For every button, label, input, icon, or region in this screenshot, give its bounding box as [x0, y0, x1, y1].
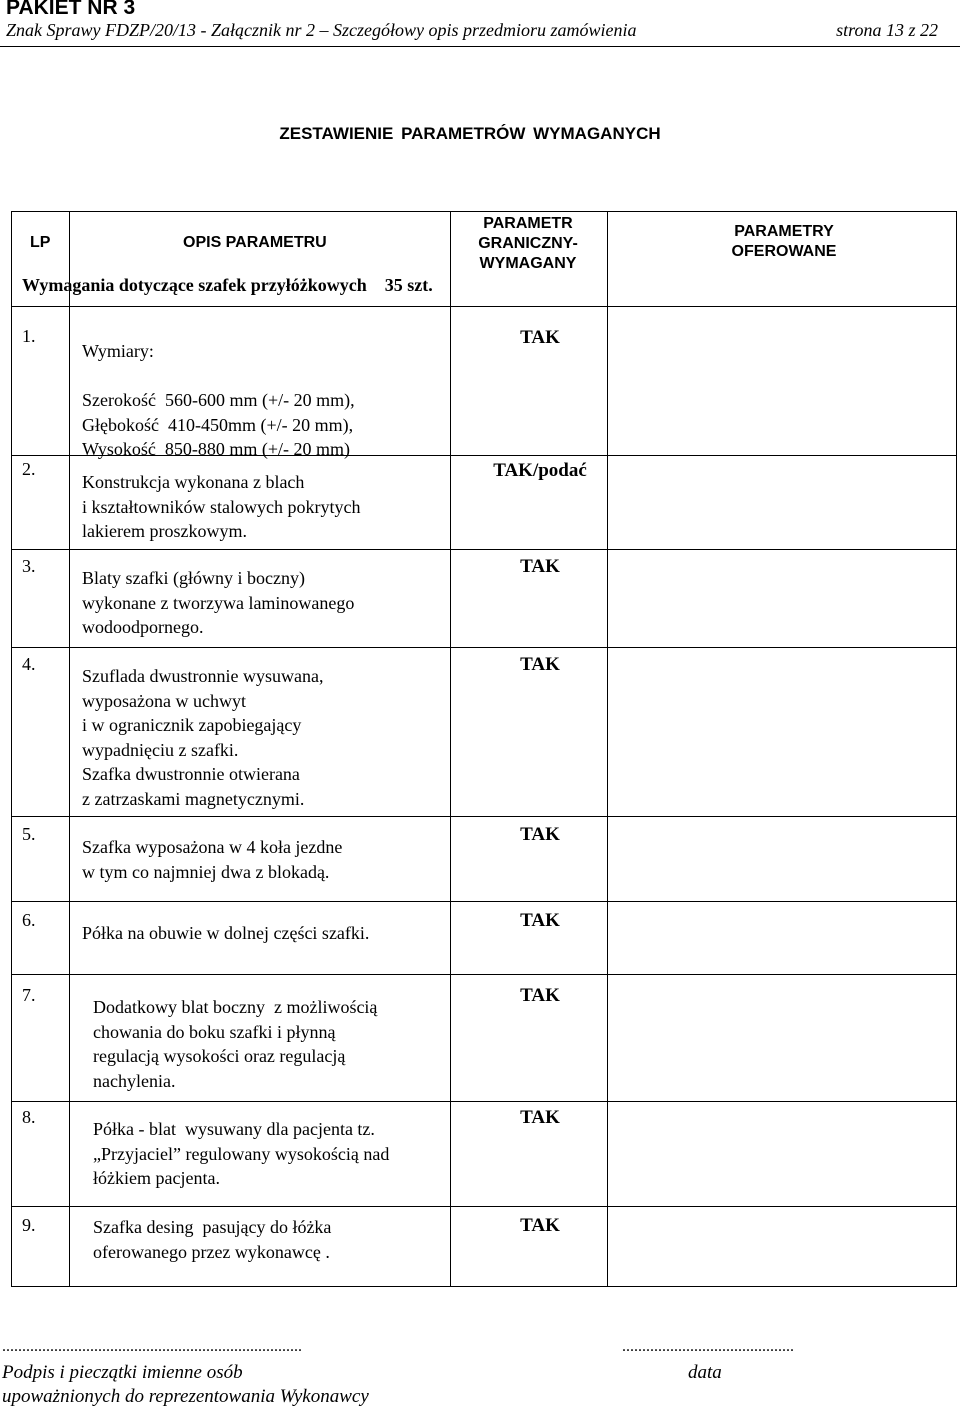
signature-dotted-line: ...........................................................................	[2, 1338, 302, 1355]
row-description: Wymiary: Szerokość 560-600 mm (+/- 20 mm), Głębokość 410-450mm (+/- 20 mm), Wysokość 850-880 mm (+/- 20 mm)	[82, 341, 355, 459]
package-title: PAKIET NR 3	[6, 0, 136, 19]
row-required-value: TAK	[520, 824, 560, 845]
row-divider	[11, 1101, 957, 1102]
row-required-value: TAK	[520, 1107, 560, 1128]
row-description: Blaty szafki (główny i boczny) wykonane z tworzywa laminowanego wodoodpornego.	[82, 568, 355, 637]
row-required-value: TAK	[520, 910, 560, 931]
row-number: 9.	[22, 1215, 36, 1235]
row-divider	[11, 901, 957, 902]
row-required-value: TAK	[520, 654, 560, 675]
row-description: Konstrukcja wykonana z blach i kształtowników stalowych pokrytych lakierem proszkowym.	[82, 472, 361, 541]
row-required-value: TAK	[520, 327, 560, 348]
column-divider-description	[450, 211, 451, 1287]
row-number: 4.	[22, 654, 36, 674]
column-header-offered: PARAMETRY OFEROWANE	[731, 223, 837, 260]
column-divider-lp	[69, 211, 70, 1287]
row-divider	[11, 974, 957, 975]
date-dotted-line: ...........................................	[622, 1338, 794, 1355]
row-description: Szafka desing pasujący do łóżka oferowanego przez wykonawcę .	[93, 1217, 332, 1262]
column-header-description: OPIS PARAMETRU	[183, 234, 327, 251]
signature-caption: Podpis i pieczątki imienne osób	[2, 1362, 243, 1383]
row-required-value: TAK	[520, 556, 560, 577]
row-number: 3.	[22, 556, 36, 576]
header-divider	[0, 46, 960, 47]
row-divider	[11, 647, 957, 648]
row-number: 5.	[22, 824, 36, 844]
column-header-required: PARAMETR GRANICZNY- WYMAGANY	[478, 215, 578, 272]
row-number: 8.	[22, 1107, 36, 1127]
row-divider	[11, 1206, 957, 1207]
row-number: 1.	[22, 326, 36, 346]
row-required-value: TAK	[520, 985, 560, 1006]
row-description: Półka na obuwie w dolnej części szafki.	[82, 923, 370, 943]
row-description: Szuflada dwustronnie wysuwana, wyposażona w uchwyt i w ogranicznik zapobiegający wypadnięciu z szafki. Szafka dwustronnie otwierana z zatrzaskami magnetycznymi.	[82, 666, 324, 809]
section-heading: Wymagania dotyczące szafek przyłóżkowych 35 szt.	[22, 275, 433, 295]
document-reference: Znak Sprawy FDZP/20/13 - Załącznik nr 2 – Szczegółowy opis przedmioru zamówienia	[6, 20, 637, 40]
row-number: 6.	[22, 910, 36, 930]
page-number: strona 13 z 22	[836, 20, 938, 40]
row-divider	[11, 549, 957, 550]
row-description: Szafka wyposażona w 4 koła jezdne w tym co najmniej dwa z blokadą.	[82, 837, 343, 882]
row-number: 2.	[22, 459, 36, 479]
row-number: 7.	[22, 985, 36, 1005]
row-description: Dodatkowy blat boczny z możliwością chowania do boku szafki i płynną regulacją wysokości oraz regulacją nachylenia.	[93, 997, 378, 1091]
signature-caption-continued: upoważnionych do reprezentowania Wykonawcy	[2, 1386, 369, 1407]
header-row-divider	[11, 306, 957, 307]
column-header-lp: LP	[30, 234, 51, 251]
row-divider	[11, 816, 957, 817]
row-required-value: TAK/podać	[493, 460, 587, 481]
row-description: Półka - blat wysuwany dla pacjenta tz. „Przyjaciel” regulowany wysokością nad łóżkiem pacjenta.	[93, 1119, 390, 1188]
row-required-value: TAK	[520, 1215, 560, 1236]
date-caption: data	[688, 1362, 722, 1383]
page-title: ZESTAWIENIE PARAMETRÓW WYMAGANYCH	[279, 124, 661, 143]
